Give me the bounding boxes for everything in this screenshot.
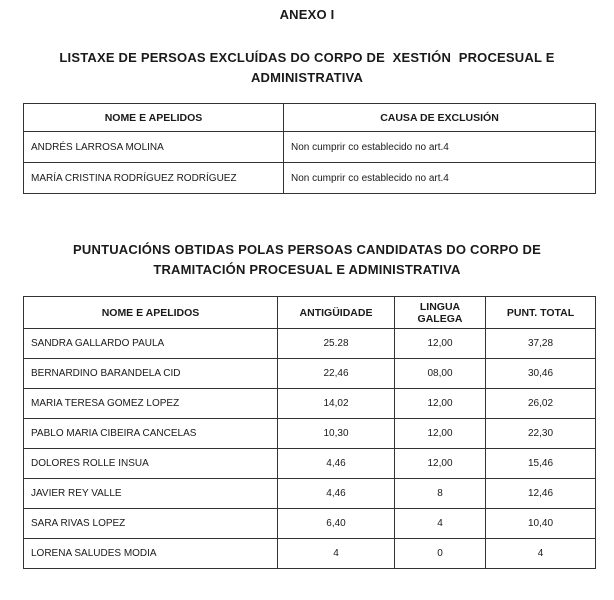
table-row bbox=[24, 163, 596, 194]
total-cell: 12,46 bbox=[486, 479, 596, 509]
annex-title: ANEXO I bbox=[279, 7, 335, 22]
scores-header-total: PUNT. TOTAL bbox=[486, 297, 596, 329]
total-cell: 30,46 bbox=[486, 359, 596, 389]
scores-title-line1: PUNTUACIÓNS OBTIDAS POLAS PERSOAS CANDIDATAS DO CORPO DE bbox=[73, 242, 541, 257]
excluded-cause-cell: Non cumprir co establecido no art.4 bbox=[284, 132, 596, 163]
excluded-name-cell: MARÍA CRISTINA RODRÍGUEZ RODRÍGUEZ bbox=[24, 163, 284, 194]
excluded-header-cause: CAUSA DE EXCLUSIÓN bbox=[284, 104, 596, 132]
candidate-name-cell: PABLO MARIA CIBEIRA CANCELAS bbox=[24, 419, 278, 449]
excluded-name-cell: ANDRÉS LARROSA MOLINA bbox=[24, 132, 284, 163]
scores-header-name: NOME E APELIDOS bbox=[24, 297, 278, 329]
candidate-name-cell: DOLORES ROLLE INSUA bbox=[24, 449, 278, 479]
excluded-table-header-row bbox=[24, 104, 596, 132]
candidate-name-cell: SANDRA GALLARDO PAULA bbox=[24, 329, 278, 359]
seniority-cell: 10,30 bbox=[278, 419, 395, 449]
language-cell: 4 bbox=[395, 509, 486, 539]
table-row bbox=[24, 479, 596, 509]
total-cell: 4 bbox=[486, 539, 596, 569]
excluded-list-title-line2: ADMINISTRATIVA bbox=[250, 70, 364, 85]
seniority-cell: 6,40 bbox=[278, 509, 395, 539]
excluded-header-name: NOME E APELIDOS bbox=[24, 104, 284, 132]
total-cell: 37,28 bbox=[486, 329, 596, 359]
seniority-cell: 25.28 bbox=[278, 329, 395, 359]
table-row bbox=[24, 449, 596, 479]
table-row bbox=[24, 132, 596, 163]
table-row bbox=[24, 509, 596, 539]
table-row bbox=[24, 359, 596, 389]
table-row bbox=[24, 389, 596, 419]
language-cell: 08,00 bbox=[395, 359, 486, 389]
candidate-name-cell: JAVIER REY VALLE bbox=[24, 479, 278, 509]
table-row bbox=[24, 419, 596, 449]
seniority-cell: 22,46 bbox=[278, 359, 395, 389]
language-cell: 12,00 bbox=[395, 419, 486, 449]
excluded-table bbox=[23, 103, 596, 194]
candidate-name-cell: BERNARDINO BARANDELA CID bbox=[24, 359, 278, 389]
language-cell: 12,00 bbox=[395, 329, 486, 359]
total-cell: 10,40 bbox=[486, 509, 596, 539]
scores-table bbox=[23, 296, 596, 569]
table-row bbox=[24, 539, 596, 569]
scores-header-language-line2: GALEGA bbox=[417, 312, 463, 325]
seniority-cell: 14,02 bbox=[278, 389, 395, 419]
seniority-cell: 4 bbox=[278, 539, 395, 569]
scores-header-language bbox=[395, 297, 486, 329]
table-row bbox=[24, 329, 596, 359]
candidate-name-cell: SARA RIVAS LOPEZ bbox=[24, 509, 278, 539]
language-cell: 0 bbox=[395, 539, 486, 569]
total-cell: 26,02 bbox=[486, 389, 596, 419]
language-cell: 8 bbox=[395, 479, 486, 509]
scores-title-line2: TRAMITACIÓN PROCESUAL E ADMINISTRATIVA bbox=[153, 262, 461, 277]
language-cell: 12,00 bbox=[395, 389, 486, 419]
seniority-cell: 4,46 bbox=[278, 449, 395, 479]
candidate-name-cell: MARIA TERESA GOMEZ LOPEZ bbox=[24, 389, 278, 419]
candidate-name-cell: LORENA SALUDES MODIA bbox=[24, 539, 278, 569]
excluded-list-title bbox=[0, 48, 614, 88]
excluded-cause-cell: Non cumprir co establecido no art.4 bbox=[284, 163, 596, 194]
scores-table-header-row bbox=[24, 297, 596, 329]
scores-title bbox=[0, 240, 614, 280]
total-cell: 22,30 bbox=[486, 419, 596, 449]
total-cell: 15,46 bbox=[486, 449, 596, 479]
excluded-list-title-line1: LISTAXE DE PERSOAS EXCLUÍDAS DO CORPO DE XESTIÓN PROCESUAL E bbox=[59, 50, 555, 65]
seniority-cell: 4,46 bbox=[278, 479, 395, 509]
scores-header-language-line1: LINGUA bbox=[419, 300, 461, 313]
scores-header-seniority: ANTIGÜIDADE bbox=[278, 297, 395, 329]
language-cell: 12,00 bbox=[395, 449, 486, 479]
